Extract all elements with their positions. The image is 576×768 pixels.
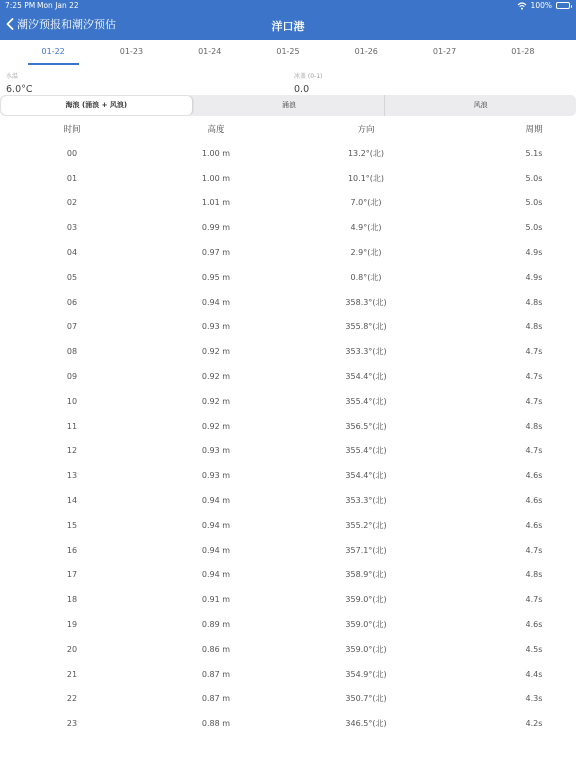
cell-time: 01 (66, 173, 78, 183)
cell-time: 17 (66, 570, 78, 580)
battery-percent: 100% (530, 1, 552, 10)
cell-time: 04 (66, 248, 78, 258)
cell-direction: 357.1°(北) (345, 545, 387, 555)
cell-time: 16 (66, 545, 78, 555)
cell-time: 07 (66, 322, 78, 332)
cell-direction: 350.7°(北) (345, 694, 387, 704)
cell-height: 0.92 m (201, 372, 231, 382)
cell-direction: 354.4°(北) (345, 372, 387, 382)
tab-date-01-26[interactable]: 01-26 (354, 47, 378, 56)
cell-direction: 358.9°(北) (345, 570, 387, 580)
status-time: 7:25 PM (5, 1, 36, 10)
cell-height: 0.94 m (201, 496, 231, 506)
wave-table (0, 117, 576, 736)
table-row (0, 290, 576, 315)
cell-time: 10 (66, 396, 78, 406)
ice-cover-metric (294, 71, 322, 95)
cell-height: 0.92 m (201, 396, 231, 406)
cell-period: 4.6s (525, 520, 543, 530)
cell-time: 11 (66, 421, 78, 431)
cell-time: 02 (66, 198, 78, 208)
cell-height: 0.94 m (201, 545, 231, 555)
cell-period: 4.9s (525, 248, 543, 258)
cell-period: 4.8s (525, 322, 543, 332)
cell-height: 1.01 m (201, 198, 231, 208)
segment-total-waves[interactable]: 海浪 (涌浪 + 风浪) (1, 96, 193, 115)
water-temp-metric (6, 71, 33, 95)
cell-time: 05 (66, 272, 78, 282)
water-temp-label: 水温 (6, 73, 19, 80)
cell-height: 0.93 m (201, 471, 231, 481)
cell-direction: 359.0°(北) (345, 644, 387, 654)
ice-cover-label: 冰盖 (0-1) (294, 73, 323, 80)
table-row (0, 687, 576, 712)
cell-height: 0.94 m (201, 297, 231, 307)
table-row (0, 265, 576, 290)
table-row (0, 315, 576, 340)
cell-height: 0.99 m (201, 223, 231, 233)
cell-time: 14 (66, 496, 78, 506)
cell-period: 4.6s (525, 620, 543, 630)
ice-cover-value: 0.0 (294, 84, 310, 95)
cell-time: 13 (66, 471, 78, 481)
cell-height: 0.97 m (201, 248, 231, 258)
cell-direction: 355.2°(北) (345, 520, 387, 530)
cell-height: 0.93 m (201, 322, 231, 332)
table-header-row (0, 117, 576, 141)
cell-height: 1.00 m (201, 173, 231, 183)
cell-height: 0.92 m (201, 347, 231, 357)
cell-direction: 2.9°(北) (350, 248, 382, 258)
cell-direction: 355.4°(北) (345, 396, 387, 406)
date-tabs (14, 42, 562, 64)
table-row (0, 637, 576, 662)
back-label: 潮汐预报和潮汐预估 (17, 18, 116, 31)
table-row (0, 513, 576, 538)
cell-direction: 358.3°(北) (345, 297, 387, 307)
cell-period: 4.8s (525, 421, 543, 431)
table-row (0, 612, 576, 637)
cell-period: 4.9s (525, 272, 543, 282)
cell-height: 0.88 m (201, 719, 231, 729)
cell-period: 4.7s (525, 595, 543, 605)
cell-time: 18 (66, 595, 78, 605)
table-row (0, 463, 576, 488)
wifi-icon (517, 2, 527, 10)
header-time: 时间 (63, 125, 81, 135)
table-row (0, 563, 576, 588)
cell-height: 0.89 m (201, 620, 231, 630)
cell-period: 4.6s (525, 496, 543, 506)
tab-date-01-27[interactable]: 01-27 (432, 47, 457, 56)
cell-direction: 356.5°(北) (345, 421, 387, 431)
cell-direction: 353.3°(北) (345, 496, 387, 506)
table-row (0, 191, 576, 216)
table-row (0, 240, 576, 265)
cell-height: 0.94 m (201, 570, 231, 580)
status-date: Mon Jan 22 (37, 1, 79, 10)
cell-height: 0.95 m (201, 272, 231, 282)
tab-date-01-28[interactable]: 01-28 (511, 47, 535, 56)
table-row (0, 389, 576, 414)
header-bar (0, 0, 576, 40)
cell-period: 4.7s (525, 396, 543, 406)
cell-time: 00 (66, 148, 78, 158)
tab-date-01-24[interactable]: 01-24 (198, 47, 222, 56)
tab-date-01-25[interactable]: 01-25 (276, 47, 300, 56)
table-row (0, 141, 576, 166)
cell-period: 5.0s (525, 223, 543, 233)
cell-time: 06 (66, 297, 78, 307)
cell-time: 19 (66, 620, 78, 630)
cell-time: 20 (66, 644, 78, 654)
cell-period: 5.0s (525, 198, 543, 208)
cell-height: 0.87 m (201, 694, 231, 704)
table-row (0, 166, 576, 191)
cell-time: 12 (66, 446, 78, 456)
header-period: 周期 (525, 125, 543, 135)
segment-wind-waves[interactable]: 风浪 (473, 101, 488, 109)
cell-direction: 359.0°(北) (345, 595, 387, 605)
cell-direction: 359.0°(北) (345, 620, 387, 630)
cell-direction: 13.2°(北) (347, 148, 385, 158)
cell-time: 08 (66, 347, 78, 357)
table-body (0, 141, 576, 736)
table-row (0, 662, 576, 687)
header-height: 高度 (207, 125, 225, 135)
cell-period: 4.2s (525, 719, 543, 729)
water-temp-value: 6.0°C (6, 84, 33, 95)
cell-time: 23 (66, 719, 78, 729)
cell-height: 0.94 m (201, 520, 231, 530)
table-row (0, 488, 576, 513)
cell-direction: 354.9°(北) (345, 669, 387, 679)
cell-time: 22 (66, 694, 78, 704)
status-bar (0, 0, 576, 12)
header-direction: 方向 (357, 125, 375, 135)
cell-height: 0.92 m (201, 421, 231, 431)
table-row (0, 711, 576, 736)
table-row (0, 538, 576, 563)
cell-height: 1.00 m (201, 148, 231, 158)
tab-date-01-23[interactable]: 01-23 (119, 47, 144, 56)
cell-period: 4.7s (525, 446, 543, 456)
cell-direction: 7.0°(北) (350, 198, 382, 208)
cell-time: 21 (66, 669, 78, 679)
cell-direction: 353.3°(北) (345, 347, 387, 357)
cell-period: 4.3s (525, 694, 543, 704)
cell-period: 5.0s (525, 173, 543, 183)
table-row (0, 439, 576, 464)
cell-period: 4.4s (525, 669, 543, 679)
cell-direction: 4.9°(北) (350, 223, 382, 233)
cell-direction: 10.1°(北) (347, 173, 385, 183)
cell-time: 09 (66, 372, 78, 382)
cell-period: 4.7s (525, 372, 543, 382)
status-indicators (517, 1, 570, 10)
cell-height: 0.87 m (201, 669, 231, 679)
cell-period: 4.7s (525, 545, 543, 555)
battery-icon (556, 2, 570, 9)
cell-period: 4.7s (525, 347, 543, 357)
cell-period: 4.5s (525, 644, 543, 654)
cell-period: 4.8s (525, 297, 543, 307)
cell-period: 5.1s (525, 148, 543, 158)
table-row (0, 587, 576, 612)
cell-height: 0.86 m (201, 644, 231, 654)
cell-direction: 354.4°(北) (345, 471, 387, 481)
table-row (0, 414, 576, 439)
cell-direction: 355.4°(北) (345, 446, 387, 456)
cell-period: 4.8s (525, 570, 543, 580)
segment-swell[interactable]: 涌浪 (194, 95, 386, 116)
cell-direction: 355.8°(北) (345, 322, 387, 332)
tab-date-01-22[interactable]: 01-22 (14, 42, 92, 64)
navigation-bar (0, 14, 576, 38)
table-row (0, 215, 576, 240)
cell-time: 03 (66, 223, 78, 233)
page-title: 洋口港 (271, 20, 305, 33)
cell-time: 15 (66, 520, 78, 530)
cell-height: 0.91 m (201, 595, 231, 605)
cell-direction: 346.5°(北) (345, 719, 387, 729)
table-row (0, 339, 576, 364)
cell-direction: 0.8°(北) (350, 272, 382, 282)
wave-type-segmented-control (0, 95, 576, 116)
cell-height: 0.93 m (201, 446, 231, 456)
cell-period: 4.6s (525, 471, 543, 481)
table-row (0, 364, 576, 389)
